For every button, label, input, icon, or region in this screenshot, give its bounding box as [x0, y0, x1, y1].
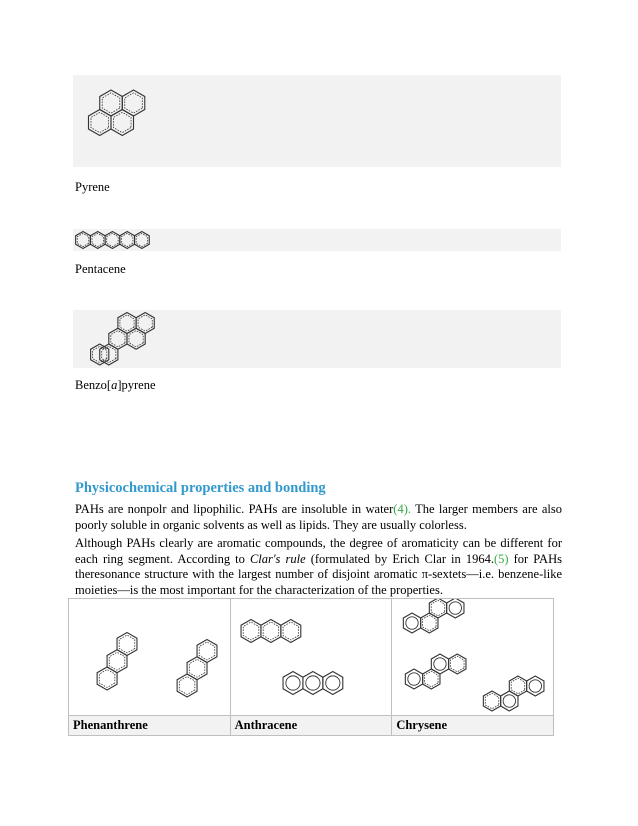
pyrene-structure-band: [73, 75, 561, 167]
ring: [177, 674, 197, 697]
inner-bond-ring: [432, 600, 446, 616]
aromatic-circle: [305, 676, 319, 690]
inner-bond-ring: [263, 622, 279, 640]
inner-bond-ring: [179, 677, 195, 695]
ring: [122, 90, 145, 116]
inner-bond-ring: [113, 112, 131, 132]
ring: [120, 232, 135, 249]
ring: [484, 691, 501, 711]
aromatic-circle: [408, 673, 420, 685]
inner-bond-ring: [283, 622, 299, 640]
chrysene-structures-image: [392, 599, 558, 715]
benzopyrene-structure-band: [73, 310, 561, 368]
inner-bond-ring: [91, 112, 109, 132]
inner-bond-ring: [199, 642, 215, 660]
inner-bond-ring: [125, 93, 143, 113]
structure-row: [69, 599, 554, 716]
ring: [76, 232, 91, 249]
aromatic-circle: [529, 680, 541, 692]
ring: [449, 654, 466, 674]
inner-bond-ring: [451, 656, 465, 672]
inner-bond-ring: [102, 93, 120, 113]
benzopyrene-caption-pre: Benzo[: [75, 378, 112, 392]
inner-bond-ring: [77, 233, 88, 246]
ring: [281, 620, 301, 643]
phenanthrene-cell: [69, 599, 231, 716]
pyrene-caption: Pyrene: [75, 180, 110, 194]
chrysene-label: Chrysene: [392, 716, 554, 736]
ring: [88, 110, 111, 136]
citation-4-link[interactable]: (4).: [393, 502, 411, 516]
pentacene-structure-image: [73, 229, 561, 251]
inner-bond-ring: [121, 233, 132, 246]
inner-bond-ring: [512, 678, 526, 694]
inner-bond-ring: [119, 635, 135, 653]
citation-5-link[interactable]: (5): [493, 551, 509, 566]
section-heading: Physicochemical properties and bonding: [75, 480, 326, 496]
ring: [127, 328, 145, 349]
paragraph-aromaticity-a: Although PAHs clearly are aromatic compounds, the degree of aromaticity can be different for each ring segment. According to: [75, 536, 562, 566]
paragraph-solubility: [75, 502, 562, 533]
aromatic-circle: [434, 658, 446, 670]
ring: [105, 232, 120, 249]
inner-bond-ring: [423, 615, 437, 631]
ring: [430, 599, 447, 618]
inner-bond-ring: [92, 233, 103, 246]
benzopyrene-caption-italic: a: [111, 378, 118, 392]
inner-bond-ring: [107, 233, 118, 246]
inner-bond-ring: [243, 622, 259, 640]
paragraph-aromaticity-c: for PAHs theresonance structure with the largest number of disjoint aromatic π-sextets—i.e. benzene-like moieties—is the most important for the characterization of the properties.: [75, 551, 562, 597]
benzopyrene-caption-post: ]pyrene: [117, 378, 156, 392]
ring: [135, 232, 150, 249]
ring: [241, 620, 261, 643]
aromatic-circle: [503, 695, 515, 707]
inner-bond-ring: [136, 233, 147, 246]
phenanthrene-label: Phenanthrene: [69, 716, 231, 736]
ring: [97, 667, 117, 690]
aromatic-circle: [406, 617, 418, 629]
pyrene-structure-image: [73, 75, 561, 167]
inner-bond-ring: [486, 693, 500, 709]
paragraph-solubility-rest: The larger members are also poorly soluble in organic solvents as well as lipids. They are usually colorless.: [75, 502, 563, 532]
inner-bond-ring: [138, 315, 152, 331]
ring: [510, 676, 527, 696]
anthracene-cell: [230, 599, 392, 716]
aromatic-circle: [325, 676, 339, 690]
inner-bond-ring: [120, 315, 134, 331]
benzopyrene-structure-image: [73, 310, 561, 368]
clars-rule-term: Clar's rule: [249, 551, 306, 566]
name-row: [69, 716, 554, 736]
benzopyrene-caption: [75, 378, 156, 393]
ring: [90, 232, 105, 249]
anthracene-structures-image: [231, 599, 381, 715]
aromatic-circle: [449, 602, 461, 614]
ring: [261, 620, 281, 643]
pentacene-structure-band: [73, 229, 561, 251]
pentacene-caption: Pentacene: [75, 262, 126, 276]
chrysene-cell: [392, 599, 554, 716]
anthracene-label: Anthracene: [230, 716, 392, 736]
ring: [100, 90, 123, 116]
inner-bond-ring: [189, 659, 205, 677]
phenanthrene-structures-image: [69, 599, 235, 715]
aromatic-circle: [286, 676, 300, 690]
paragraph-aromaticity: [75, 536, 562, 598]
inner-bond-ring: [99, 670, 115, 688]
inner-bond-ring: [425, 671, 439, 687]
ring: [111, 110, 134, 136]
inner-bond-ring: [111, 331, 125, 347]
inner-bond-ring: [129, 331, 143, 347]
paragraph-solubility-text: PAHs are nonpolr and lipophilic. PAHs are insoluble in water: [75, 502, 394, 516]
paragraph-aromaticity-b: (formulated by Erich Clar in 1964.: [305, 551, 494, 566]
inner-bond-ring: [109, 652, 125, 670]
pah-structures-table: [68, 598, 554, 736]
